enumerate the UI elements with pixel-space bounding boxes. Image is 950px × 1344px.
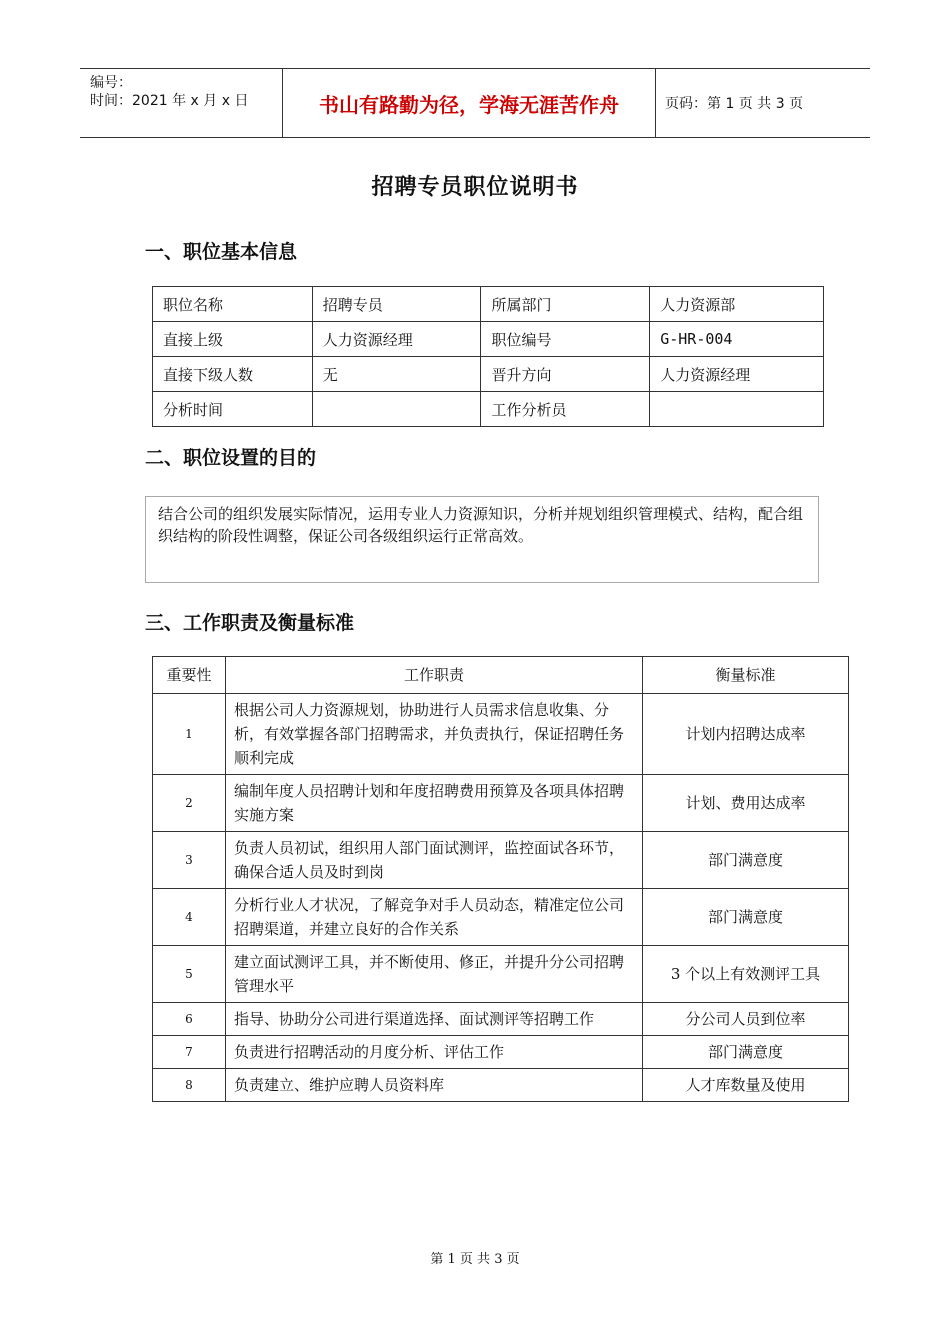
duty-importance: 1 xyxy=(153,694,226,775)
duty-standard: 部门满意度 xyxy=(643,1036,849,1069)
duties-header-row xyxy=(153,657,849,694)
duty-row xyxy=(153,1069,849,1102)
duty-standard: 部门满意度 xyxy=(643,832,849,889)
info-label: 职位名称 xyxy=(153,287,313,322)
duty-row xyxy=(153,1036,849,1069)
info-value: G-HR-004 xyxy=(650,322,824,357)
duty-description: 建立面试测评工具，并不断使用、修正，并提升分公司招聘管理水平 xyxy=(226,946,643,1003)
info-value: 无 xyxy=(312,357,481,392)
info-row xyxy=(153,392,824,427)
basic-info-table xyxy=(152,286,824,427)
duty-importance: 2 xyxy=(153,775,226,832)
duty-importance: 7 xyxy=(153,1036,226,1069)
section-heading-basic-info: 一、职位基本信息 xyxy=(145,241,298,263)
duty-importance: 8 xyxy=(153,1069,226,1102)
header-page-number: 页码：第 1 页 共 3 页 xyxy=(665,96,804,112)
header-meta xyxy=(80,69,282,137)
duty-description: 根据公司人力资源规划，协助进行人员需求信息收集、分析，有效掌握各部门招聘需求，并负责执行，保证招聘任务顺利完成 xyxy=(226,694,643,775)
section-heading-duties: 三、工作职责及衡量标准 xyxy=(145,612,355,634)
duty-description: 指导、协助分公司进行渠道选择、面试测评等招聘工作 xyxy=(226,1003,643,1036)
info-row xyxy=(153,357,824,392)
info-value: 人力资源经理 xyxy=(650,357,824,392)
duty-importance: 6 xyxy=(153,1003,226,1036)
header-standard: 衡量标准 xyxy=(643,657,849,694)
duty-description: 负责建立、维护应聘人员资料库 xyxy=(226,1069,643,1102)
purpose-text: 结合公司的组织发展实际情况，运用专业人力资源知识，分析并规划组织管理模式、结构，配合组织结构的阶段性调整，保证公司各级组织运行正常高效。 xyxy=(145,496,819,583)
duty-description: 编制年度人员招聘计划和年度招聘费用预算及各项具体招聘实施方案 xyxy=(226,775,643,832)
page-footer: 第 1 页 共 3 页 xyxy=(430,1252,520,1267)
duties-table xyxy=(152,656,849,1102)
duty-standard: 部门满意度 xyxy=(643,889,849,946)
info-value: 人力资源部 xyxy=(650,287,824,322)
duty-row xyxy=(153,775,849,832)
duty-standard: 分公司人员到位率 xyxy=(643,1003,849,1036)
info-label: 职位编号 xyxy=(481,322,650,357)
duty-standard: 人才库数量及使用 xyxy=(643,1069,849,1102)
info-value xyxy=(650,392,824,427)
page-header xyxy=(80,68,870,138)
duty-description: 负责进行招聘活动的月度分析、评估工作 xyxy=(226,1036,643,1069)
header-responsibility: 工作职责 xyxy=(226,657,643,694)
duty-importance: 3 xyxy=(153,832,226,889)
document-number: 编号： xyxy=(90,75,132,91)
duty-standard: 计划内招聘达成率 xyxy=(643,694,849,775)
header-motto: 书山有路勤为径，学海无涯苦作舟 xyxy=(282,69,656,137)
duty-standard: 3 个以上有效测评工具 xyxy=(643,946,849,1003)
document-title: 招聘专员职位说明书 xyxy=(371,174,579,200)
info-value xyxy=(312,392,481,427)
section-heading-purpose: 二、职位设置的目的 xyxy=(145,447,317,469)
info-label: 晋升方向 xyxy=(481,357,650,392)
info-label: 直接下级人数 xyxy=(153,357,313,392)
document-date: 时间：2021 年 x 月 x 日 xyxy=(90,93,249,109)
info-row xyxy=(153,322,824,357)
duty-importance: 5 xyxy=(153,946,226,1003)
duty-description: 分析行业人才状况，了解竞争对手人员动态，精准定位公司招聘渠道，并建立良好的合作关系 xyxy=(226,889,643,946)
duty-row xyxy=(153,1003,849,1036)
duty-row xyxy=(153,832,849,889)
duty-importance: 4 xyxy=(153,889,226,946)
duty-row xyxy=(153,889,849,946)
duty-row xyxy=(153,694,849,775)
duty-standard: 计划、费用达成率 xyxy=(643,775,849,832)
info-row xyxy=(153,287,824,322)
info-value: 人力资源经理 xyxy=(312,322,481,357)
info-value: 招聘专员 xyxy=(312,287,481,322)
info-label: 分析时间 xyxy=(153,392,313,427)
info-label: 工作分析员 xyxy=(481,392,650,427)
duty-description: 负责人员初试，组织用人部门面试测评，监控面试各环节，确保合适人员及时到岗 xyxy=(226,832,643,889)
header-importance: 重要性 xyxy=(153,657,226,694)
info-label: 直接上级 xyxy=(153,322,313,357)
duty-row xyxy=(153,946,849,1003)
info-label: 所属部门 xyxy=(481,287,650,322)
